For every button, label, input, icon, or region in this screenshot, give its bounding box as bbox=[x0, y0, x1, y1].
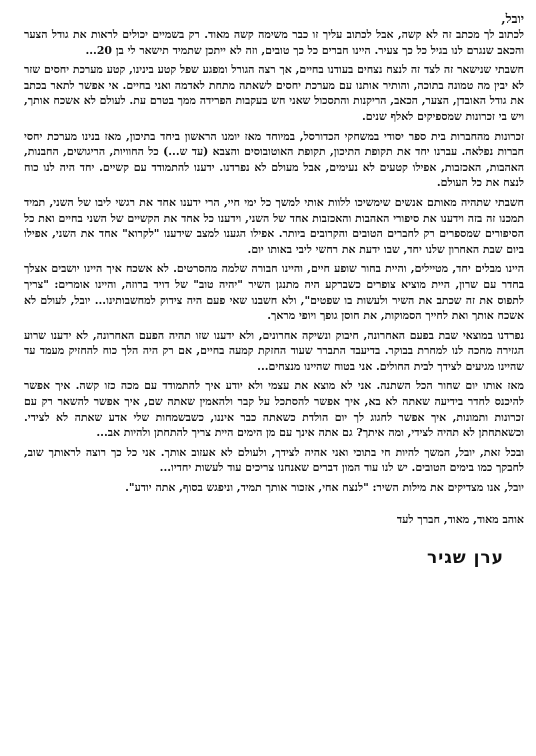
letter-page bbox=[24, 10, 524, 568]
letter-paragraph: לכתוב לך מכתב זה לא קשה, אבל לכתוב עליך זו כבר משימה קשה מאוד. רק בשמיים יכולים לראות את גודל הצער והכאב שנגרם לנו בגיל כל כך צעיר. היינו חברים כל כך טובים, וזה לא ייתכן שתמיד תישאר לי בן 20... bbox=[24, 28, 524, 57]
letter-paragraph: חשבתי שתהיה מאותם אנשים שימשיכו ללוות אותי למשך כל ימי חיי, הרי ידענו אחד את רגשי ליבו של השני, תמיד תמכנו זה בזה וידענו את סיפורי האהבות והאכזבות אחד של השני, וידענו כל אחד את הקשיים של השני בחיים ואת כל הסיפורים שמספרים רק לחברים הטובים והקרובים ביותר. אפילו הגענו למצב שידענו "לקרוא" אחד את השני, אפילו ביום שבת האחרון שלנו יחד, שבו ידעת את רחשי ליבי באותו יום. bbox=[24, 195, 524, 256]
letter-paragraph: נפרדנו במוצאי שבת בפעם האחרונה, חיבוק ונשיקה אחרונים, ולא ידענו שזו תהיה הפעם האחרונה, לא ידענו שרוע הגזירה מחכה לנו למחרת בבוקר. בדיעבד התברר שעוד החזקת קמעה בחיים, אם רק היה הלך כוח להחזיק מעמד עד שהיינו מגיעים לצידך לבית החולים. אני בטוח שהיינו מנצחים... bbox=[24, 328, 524, 373]
letter-greeting: יובל, bbox=[501, 11, 524, 26]
letter-paragraph: ובכל זאת, יובל, המשך להיות חי בתוכי ואני אהיה לצידך, ולעולם לא אעזוב אותך. אני כל כך רוצה לראותך שוב, לחבקך כמו בימים הטובים. יש לנו עוד המון דברים שאנחנו צריכים עוד לעשות יחדיו... bbox=[24, 445, 524, 475]
letter-closing: אוהב מאוד, מאוד, חברך לעד bbox=[396, 512, 524, 526]
letter-signature: ערן שגיר bbox=[426, 547, 504, 568]
letter-paragraph: היינו מבלים יחד, מטיילים, והיית בחור שופע חיים, והיינו חבורה שלמה מהסרטים. לא אשכח איך היינו יושבים אצלך בחדר עם שרון, היית מוציא צופרים כשברקע היה מתנגן השיר "יהיה טוב" של דויד ברוזה, והיינו אומרים: "צריך לתפוס את זה שכתב את השיר ולעשות בו שפטים", ולא חשבנו שאי פעם היה צידוק למחשבותינו... יובל, לעולם לא אשכח אותך ואת לחייך הסמוקות, את חוסן גופך ויופי מראך. bbox=[24, 262, 524, 323]
letter-paragraph: חשבתי שנישאר זה לצד זה לנצח נצחים בעודנו בחיים, אך רצה הגורל ומפגע שפל קטע בינינו, קטע מערכת יחסים שזר לא יבין מה טמונה בתוכה, והותיר אותנו עם מערכת יחסים לשאתה מתחת לאדמה ואני בחיים. אי אפשר לתאר בכתב את גודל האובדן, הצער, הכאב, הריקנות והתסכול שאני חש בעקבות הפרידה ממך בטרם עת. לעולם לא אשכח אותך, ויש בי זכרונות שמספיקים לאלף שנים. bbox=[24, 63, 524, 123]
letter-paragraph: זכרונות מהחברות בית ספר יסודי במשחקי הכדורסל, במיוחד מאז יומנו הראשון ביחד בתיכון, מאז בנינו מערכת יחסי חברות נפלאה. עברנו יחד את תקופת התיכון, תקופת האוטובוסים והצבא (עד ש...) כל החוויות, הריגושים, החבנות, האהבות, האכזבות, אפילו קטעים לא נעימים, אבל מעולם לא נפרדנו. ידענו להתמודד עם קשיים. יחד היה לנו כוח לנצח את כל העולם. bbox=[24, 129, 524, 190]
letter-paragraph: יובל, אנו מצדיקים את מילות השיר: "לנצח אחי, אזכור אותך תמיד, וניפגש בסוף, אתה יודע". bbox=[125, 481, 524, 495]
letter-paragraph: מאז אותו יום שחור הכל השתנה. אני לא מוצא את עצמי ולא יודע איך להתמודד עם מכה כזו קשה. איך אפשר להיכנס לחדר בידיעה שאתה לא בא, איך אפשר להסתכל על קבר ולהאמין שאתה שם, איך אפשר להשאר רק עם זכרונות ותמונות, איך אפשר לחגוג לך יום הולדת כשאתה כבר איננו, כשבשמחות שלי אדע שאתה לא לצידי. וכשאתחתן לא תהיה לצידי, ומה איתך? גם אתה אינך עם מן הימים היית צריך להתחתן ולהיות אב... bbox=[24, 379, 524, 440]
